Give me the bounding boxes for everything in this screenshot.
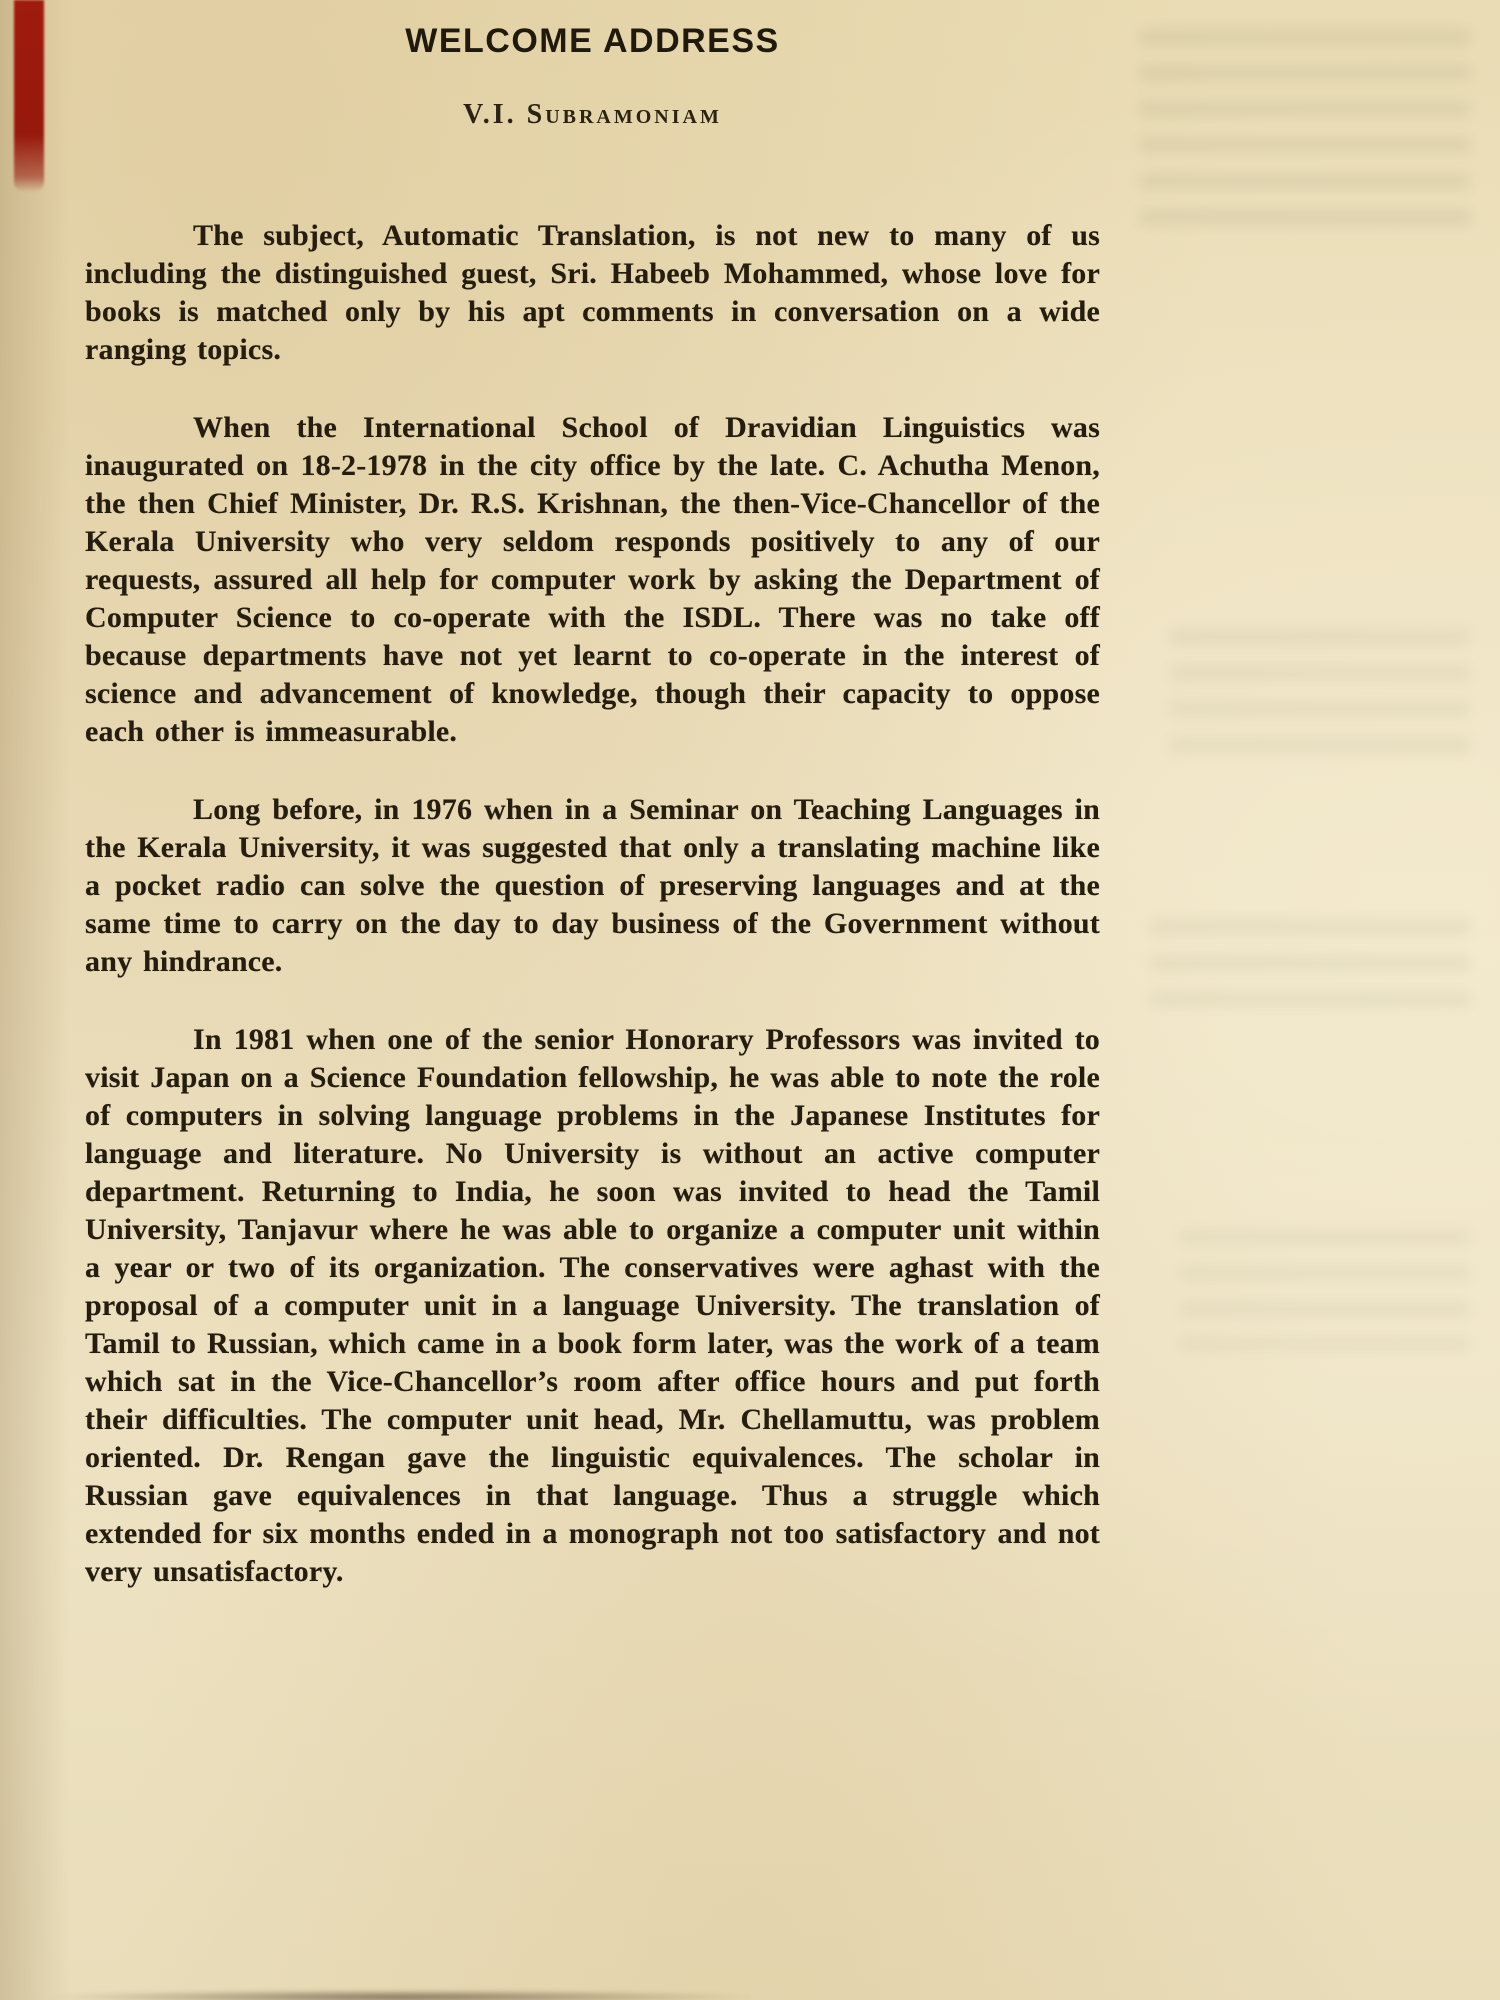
- page-bottom-edge-shadow: [50, 1990, 750, 2000]
- bleedthrough-smudge: [1140, 30, 1470, 230]
- bleedthrough-smudge: [1150, 920, 1470, 1020]
- page-title: WELCOME ADDRESS: [405, 22, 780, 60]
- red-edge-mark: [14, 0, 44, 192]
- bleedthrough-smudge: [1170, 630, 1470, 770]
- body-text: [85, 217, 1100, 1591]
- paragraph-1: The subject, Automatic Translation, is not new to many of us including the distinguished guest, Sri. Habeeb Mohammed, whose love for books is matched only by his apt comments in conversation on a wide ranging topics.: [85, 219, 1100, 366]
- paragraph-2: When the International School of Dravidian Linguistics was inaugurated on 18-2-1978 in the city office by the late. C. Achutha Menon, the then Chief Minister, Dr. R.S. Krishnan, the then-Vice-Chancellor of the Kerala University who very seldom responds positively to any of our requests, assured all help for computer work by asking the Department of Computer Science to co-operate with the ISDL. There was no take off because departments have not yet learnt to co-operate in the interest of science and advancement of knowledge, though their capacity to oppose each other is immeasurable.: [85, 411, 1100, 748]
- bleedthrough-smudge: [1180, 1230, 1470, 1350]
- page-content: [85, 22, 1100, 1591]
- author-name: V.I. Subramoniam: [463, 99, 722, 130]
- page-left-edge-shade: [0, 0, 70, 2000]
- paragraph-3: Long before, in 1976 when in a Seminar on Teaching Languages in the Kerala University, it was suggested that only a translating machine like a pocket radio can solve the question of preserving languages and at the same time to carry on the day to day business of the Government without any hindrance.: [85, 793, 1100, 978]
- paragraph-4: In 1981 when one of the senior Honorary Professors was invited to visit Japan on a Science Foundation fellowship, he was able to note the role of computers in solving language problems in the Japanese Institutes for language and literature. No University is without an active computer department. Returning to India, he soon was invited to head the Tamil University, Tanjavur where he was able to organize a computer unit within a year or two of its organization. The conservatives were aghast with the proposal of a computer unit in a language University. The translation of Tamil to Russian, which came in a book form later, was the work of a team which sat in the Vice-Chancellor’s room after office hours and put forth their difficulties. The computer unit head, Mr. Chellamuttu, was problem oriented. Dr. Rengan gave the linguistic equivalences. The scholar in Russian gave equivalences in that language. Thus a struggle which extended for six months ended in a monograph not too satisfactory and not very unsatisfactory.: [85, 1023, 1100, 1588]
